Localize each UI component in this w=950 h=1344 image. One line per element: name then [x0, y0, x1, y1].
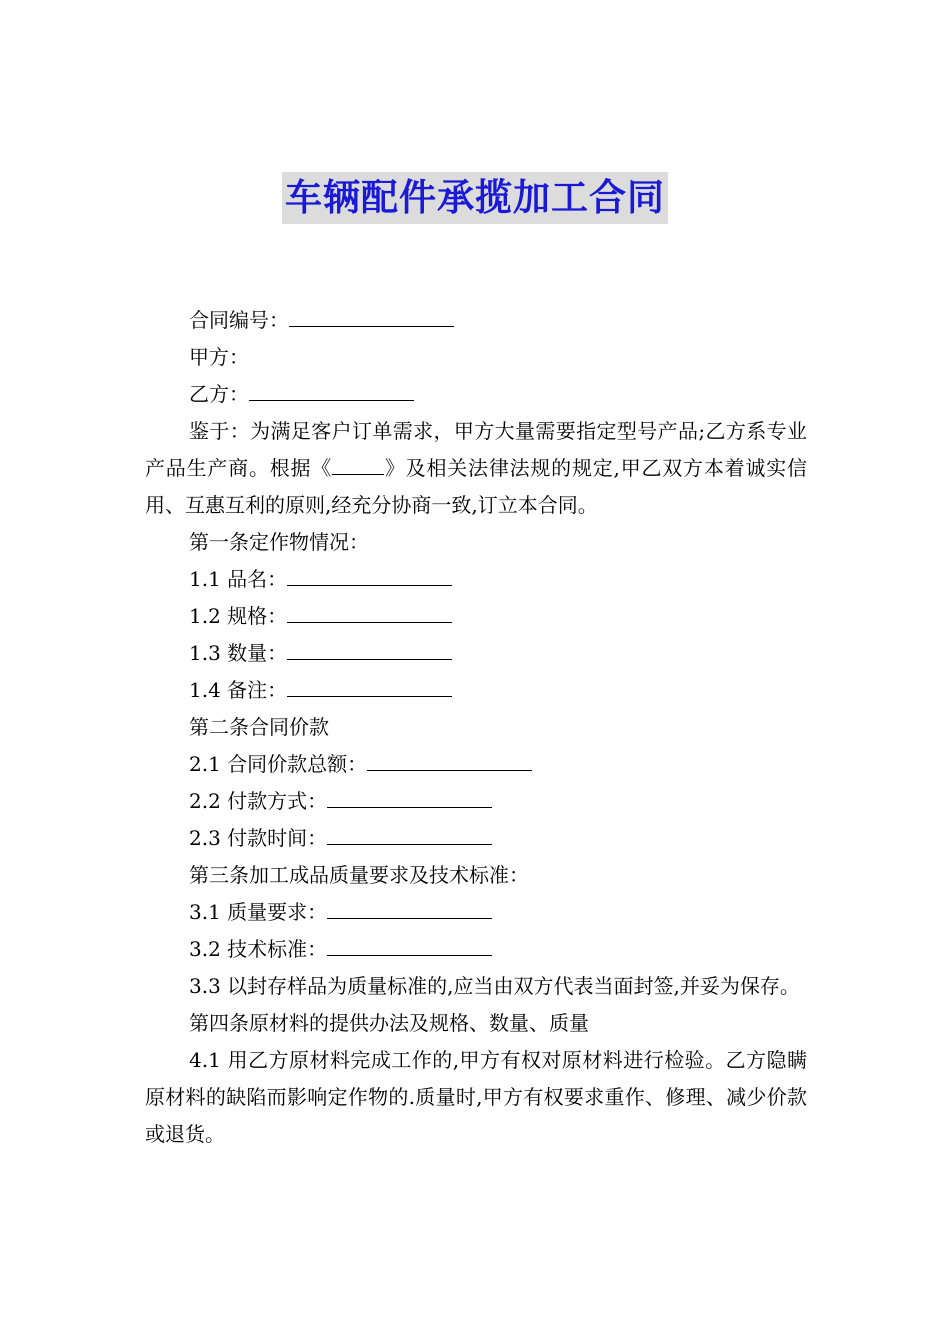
item-1-1	[145, 561, 807, 598]
item-label: 3.1 质量要求：	[189, 900, 328, 924]
title-container	[0, 172, 950, 224]
whereas-text-pre: 鉴于：为满足客户订单需求，甲方大量需要指定型号产品;乙方系专业产品生产商。根据《	[145, 419, 807, 480]
item-1-4	[145, 672, 807, 709]
item-3-2	[145, 931, 807, 968]
blank-field	[287, 635, 452, 660]
blank-field	[287, 672, 452, 697]
item-label: 2.2 付款方式：	[189, 789, 328, 813]
blank-field	[287, 598, 452, 623]
article-4-heading: 第四条原材料的提供办法及规格、数量、质量	[189, 1011, 589, 1035]
blank-field	[367, 746, 532, 771]
contract-body	[145, 302, 807, 1153]
article-3-heading: 第三条加工成品质量要求及技术标准：	[189, 863, 529, 887]
article-2-heading: 第二条合同价款	[189, 715, 329, 739]
party-a-label: 甲方：	[189, 345, 249, 369]
item-label: 2.1 合同价款总额：	[189, 752, 368, 776]
whereas-paragraph	[145, 413, 807, 524]
item-label: 1.3 数量：	[189, 641, 288, 665]
whereas-text-post: 》及相关法律法规的规定,甲乙双方本着诚实信用、互惠互利的原则,经充分协商一致,订立本合同。	[145, 456, 807, 517]
item-1-2	[145, 598, 807, 635]
blank-field	[327, 820, 492, 845]
item-2-3	[145, 820, 807, 857]
blank-field	[327, 894, 492, 919]
blank-field	[327, 931, 492, 956]
party-a-line	[145, 339, 807, 376]
blank-field	[327, 783, 492, 808]
item-3-1	[145, 894, 807, 931]
party-b-label: 乙方：	[189, 382, 249, 406]
item-4-1: 4.1 用乙方原材料完成工作的,甲方有权对原材料进行检验。乙方隐瞒原材料的缺陷而影响定作物的.质量时,甲方有权要求重作、修理、减少价款或退货。	[145, 1048, 807, 1146]
item-2-2	[145, 783, 807, 820]
law-name-blank	[332, 450, 384, 475]
item-label: 1.4 备注：	[189, 678, 288, 702]
party-b-blank	[249, 376, 414, 401]
contract-number-line	[145, 302, 807, 339]
contract-number-label: 合同编号：	[189, 308, 289, 332]
contract-number-blank	[289, 302, 454, 327]
blank-field	[287, 561, 452, 586]
item-3-3: 3.3 以封存样品为质量标准的,应当由双方代表当面封签,并妥为保存。	[189, 974, 800, 998]
document-title: 车辆配件承揽加工合同	[282, 172, 668, 224]
item-2-1	[145, 746, 807, 783]
item-label: 1.1 品名：	[189, 567, 288, 591]
party-b-line	[145, 376, 807, 413]
item-label: 2.3 付款时间：	[189, 826, 328, 850]
item-label: 3.2 技术标准：	[189, 937, 328, 961]
item-label: 1.2 规格：	[189, 604, 288, 628]
item-1-3	[145, 635, 807, 672]
article-1-heading: 第一条定作物情况：	[189, 530, 369, 554]
